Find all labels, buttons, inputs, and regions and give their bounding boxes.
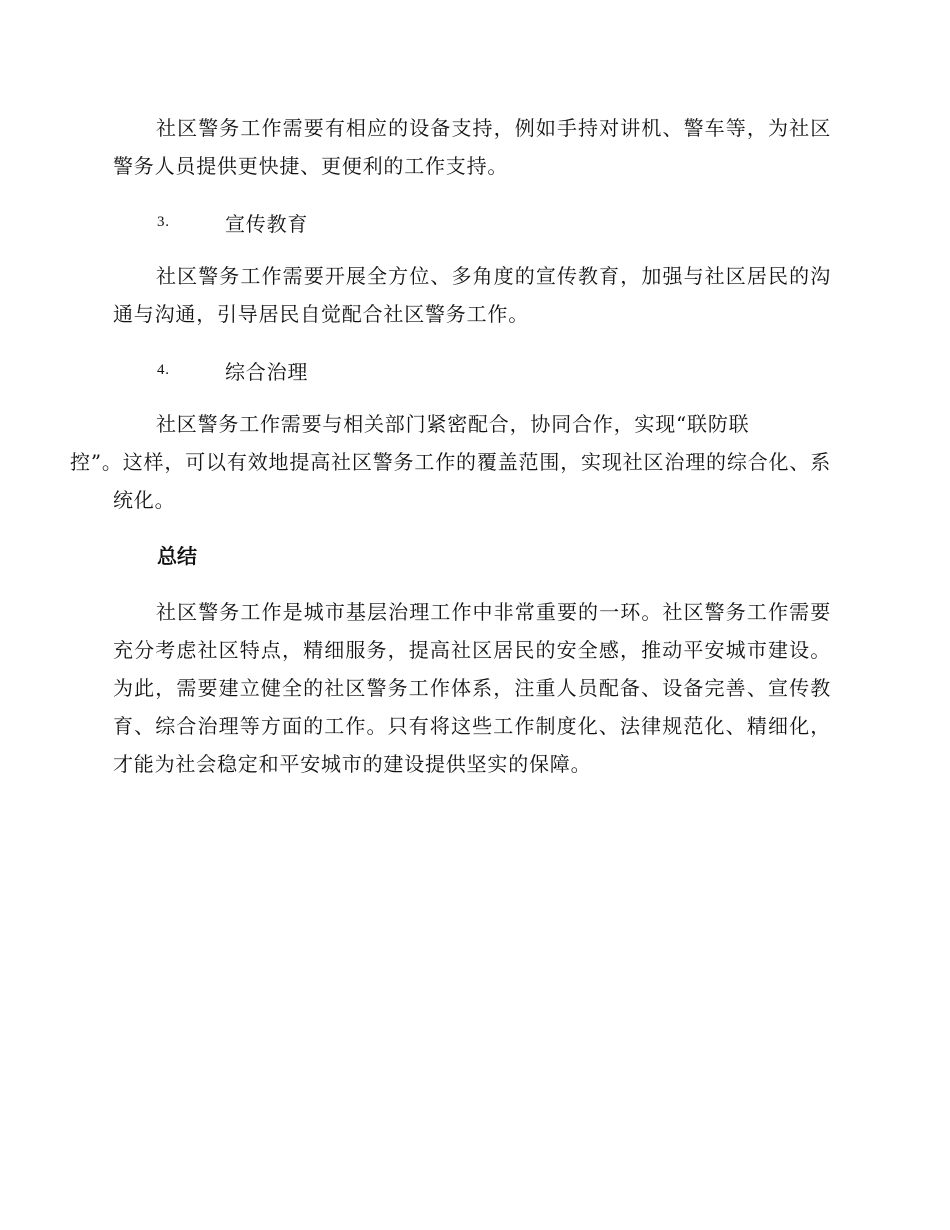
paragraph-summary: 社区警务工作是城市基层治理工作中非常重要的一环。社区警务工作需要充分考虑社区特点，精细服务，提高社区居民的安全感，推动平安城市建设。为此，需要建立健全的社区警务工作体系，注重人员配备、设备完善、宣传教育、综合治理等方面的工作。只有将这些工作制度化、法律规范化、精细化，才能为社会稳定和平安城市的建设提供坚实的保障。 [113,600,831,776]
document-content [70,109,831,801]
paragraph-governance-line1: 社区警务工作需要与相关部门紧密配合，协同合作，实现“联防联 [156,412,750,436]
list-heading-education [113,203,831,241]
list-title: 综合治理 [225,359,309,384]
paragraph-education: 社区警务工作需要开展全方位、多角度的宣传教育，加强与社区居民的沟通与沟通，引导居民自觉配合社区警务工作。 [113,264,831,326]
paragraph-governance [70,405,831,519]
paragraph-equipment: 社区警务工作需要有相应的设备支持，例如手持对讲机、警车等，为社区警务人员提供更快捷、更便利的工作支持。 [113,116,831,178]
paragraph-governance-rest: 控”。这样，可以有效地提高社区警务工作的覆盖范围，实现社区治理的综合化、系统化。 [70,450,831,512]
list-heading-governance [113,351,831,389]
list-number: 3. [157,213,170,230]
list-title: 宣传教育 [225,211,309,236]
summary-heading: 总结 [157,544,197,568]
list-number: 4. [157,361,170,378]
